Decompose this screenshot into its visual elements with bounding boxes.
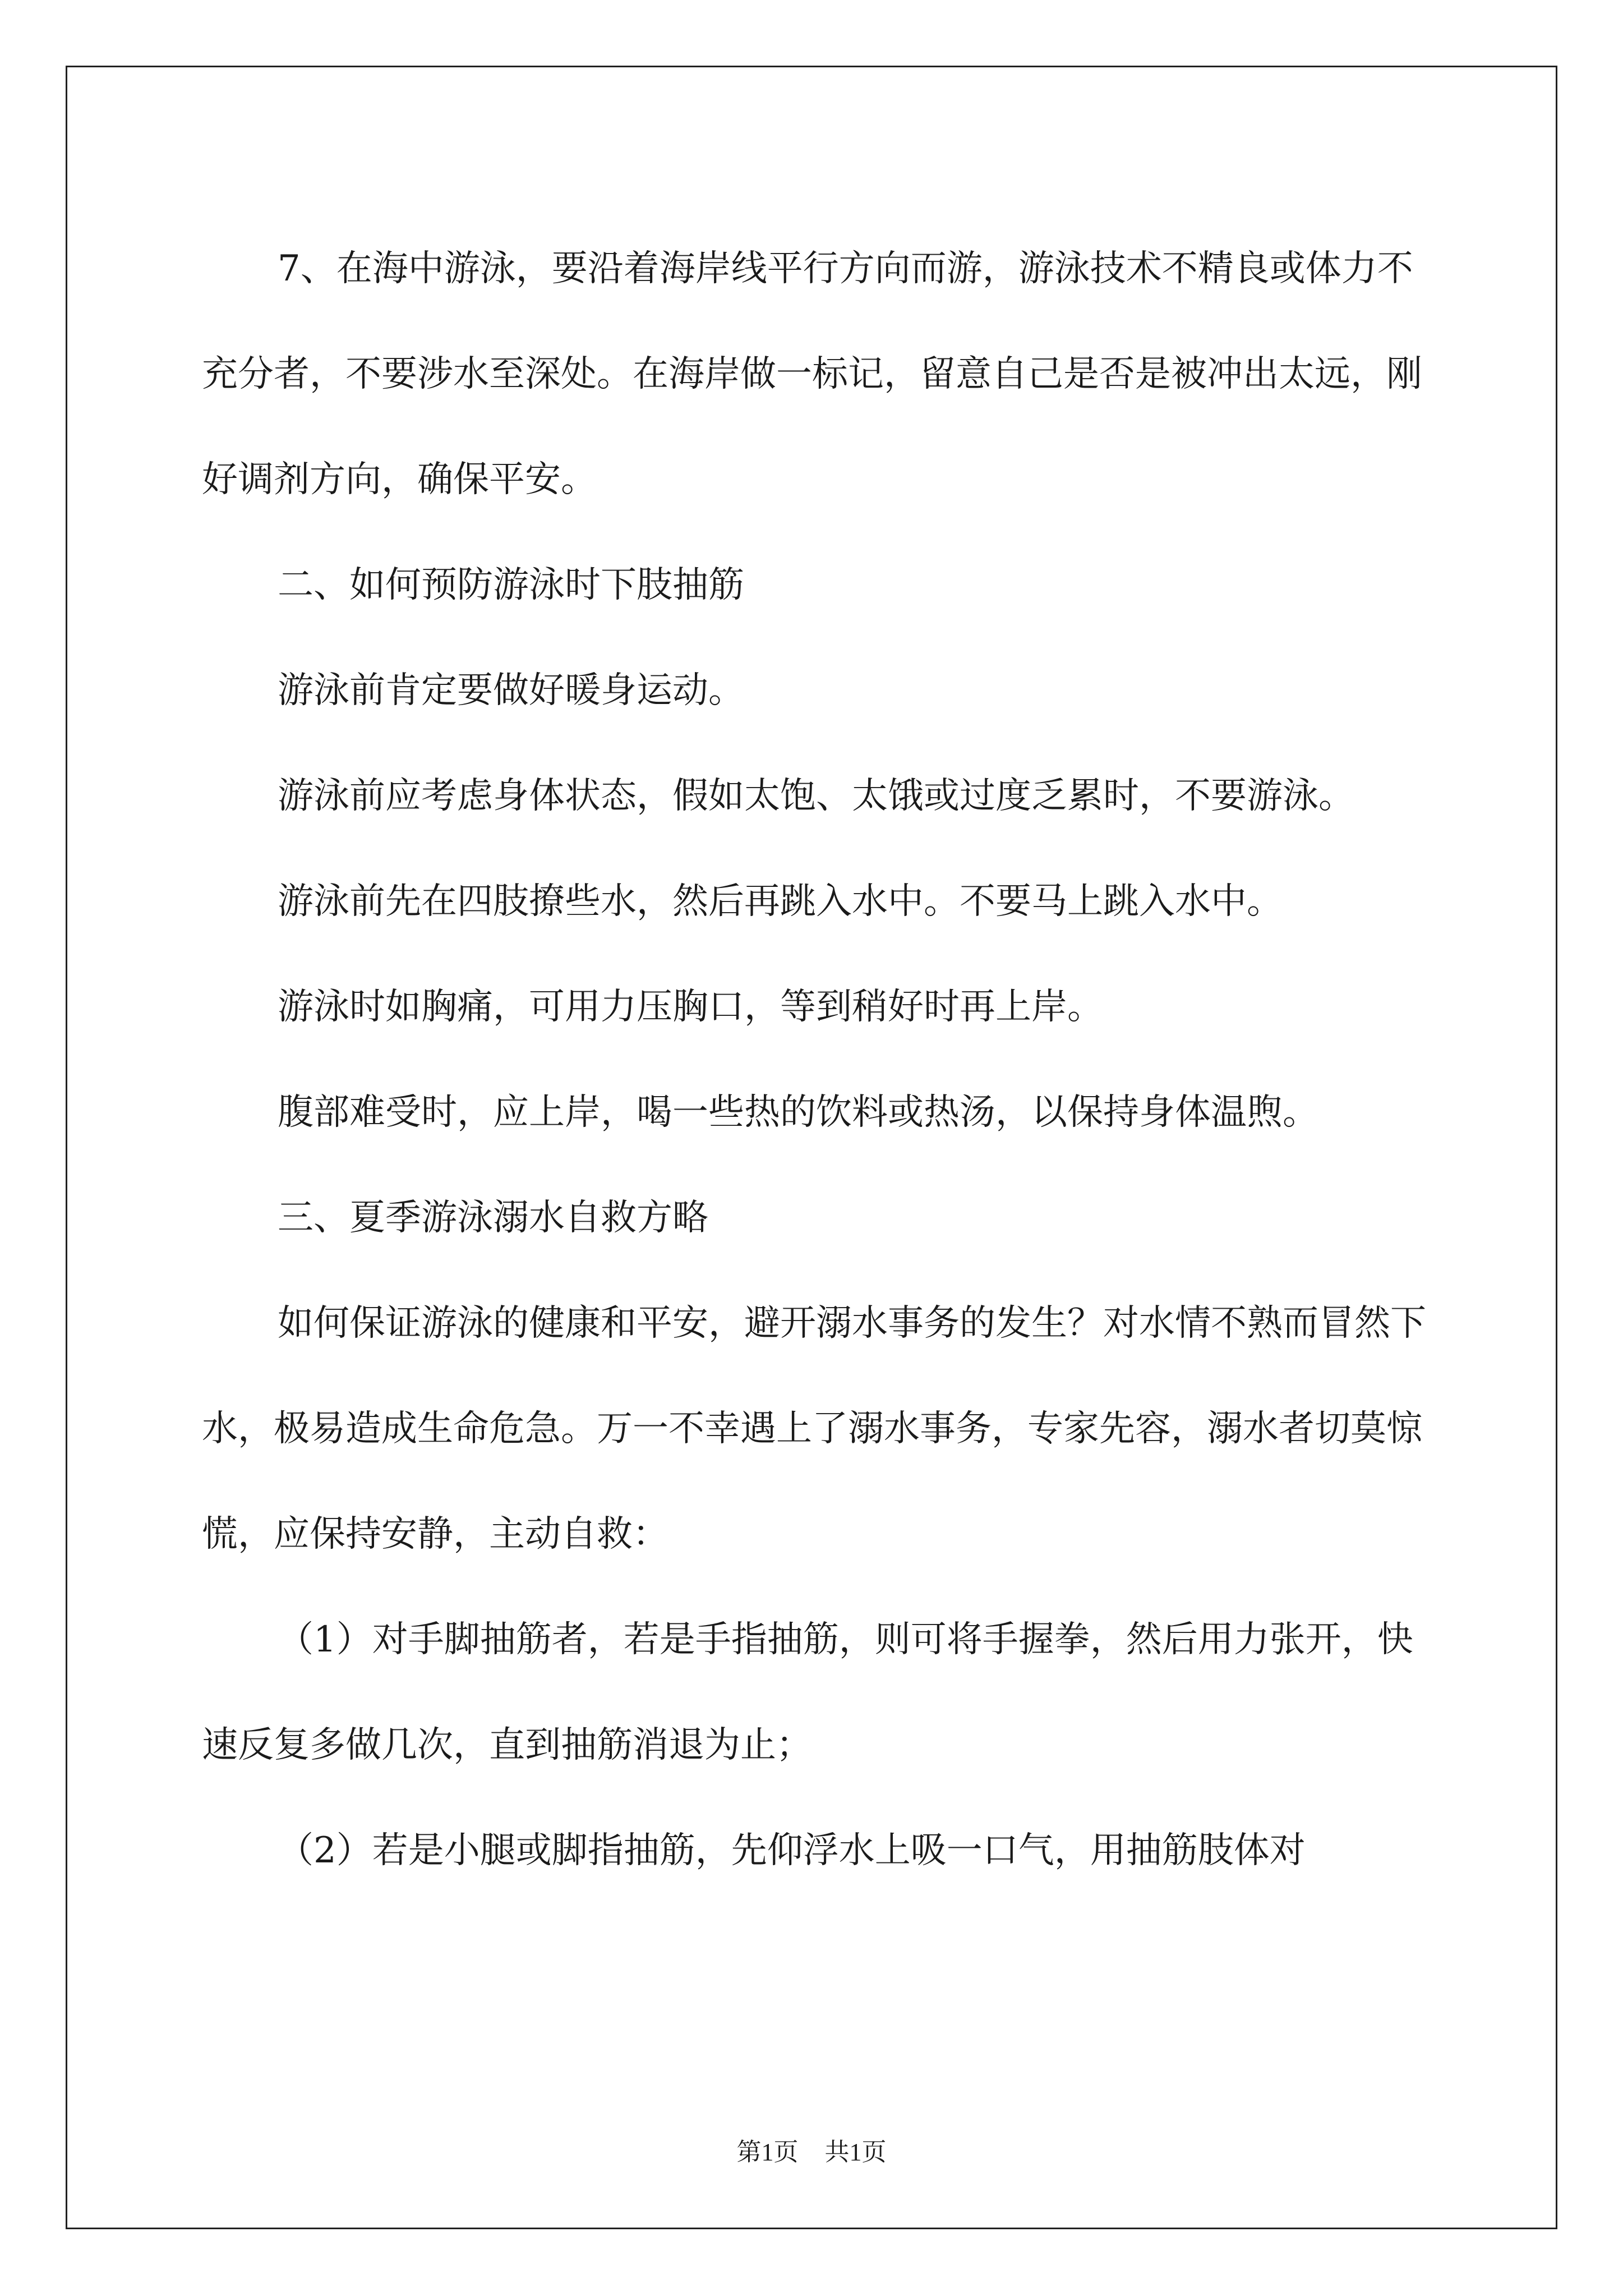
- paragraph-swim-along-coast: 7、在海中游泳，要沿着海岸线平行方向而游，游泳技术不精良或体力不充分者，不要涉水至深处。在海岸做一标记，留意自己是否是被冲出太远，刚好调剂方向，确保平安。: [202, 248, 1422, 500]
- paragraph-hand-cramp: （1）对手脚抽筋者，若是手指抽筋，则可将手握拳，然后用力张开，快速反复多做几次，直到抽筋消退为止；: [202, 1619, 1413, 1766]
- heading-prevent-cramps: 二、如何预防游泳时下肢抽筋: [278, 564, 744, 606]
- paragraph-chest-pain: 游泳时如胸痛，可用力压胸口，等到稍好时再上岸。: [278, 986, 1103, 1028]
- heading-self-rescue: 三、夏季游泳溺水自救方略: [278, 1197, 708, 1239]
- paragraph-leg-cramp: （2）若是小腿或脚指抽筋，先仰浮水上吸一口气，用抽筋肢体对: [278, 1830, 1306, 1871]
- paragraph-warm-up: 游泳前肯定要做好暖身运动。: [278, 670, 744, 711]
- paragraph-splash-water: 游泳前先在四肢撩些水，然后再跳入水中。不要马上跳入水中。: [278, 881, 1283, 922]
- paragraph-stomach-discomfort: 腹部难受时，应上岸，喝一些热的饮料或热汤，以保持身体温煦。: [278, 1092, 1318, 1133]
- document-body: [202, 216, 1441, 1903]
- page-footer: [0, 2132, 1623, 2168]
- paragraph-drowning-intro: 如何保证游泳的健康和平安，避开溺水事务的发生？对水情不熟而冒然下水，极易造成生命危急。万一不幸遇上了溺水事务，专家先容，溺水者切莫惊慌，应保持安静，主动自救：: [202, 1303, 1426, 1555]
- page-number: 第1页: [736, 2138, 799, 2166]
- page-total: 共1页: [824, 2138, 887, 2166]
- paragraph-body-condition: 游泳前应考虑身体状态，假如太饱、太饿或过度乏累时，不要游泳。: [278, 775, 1354, 817]
